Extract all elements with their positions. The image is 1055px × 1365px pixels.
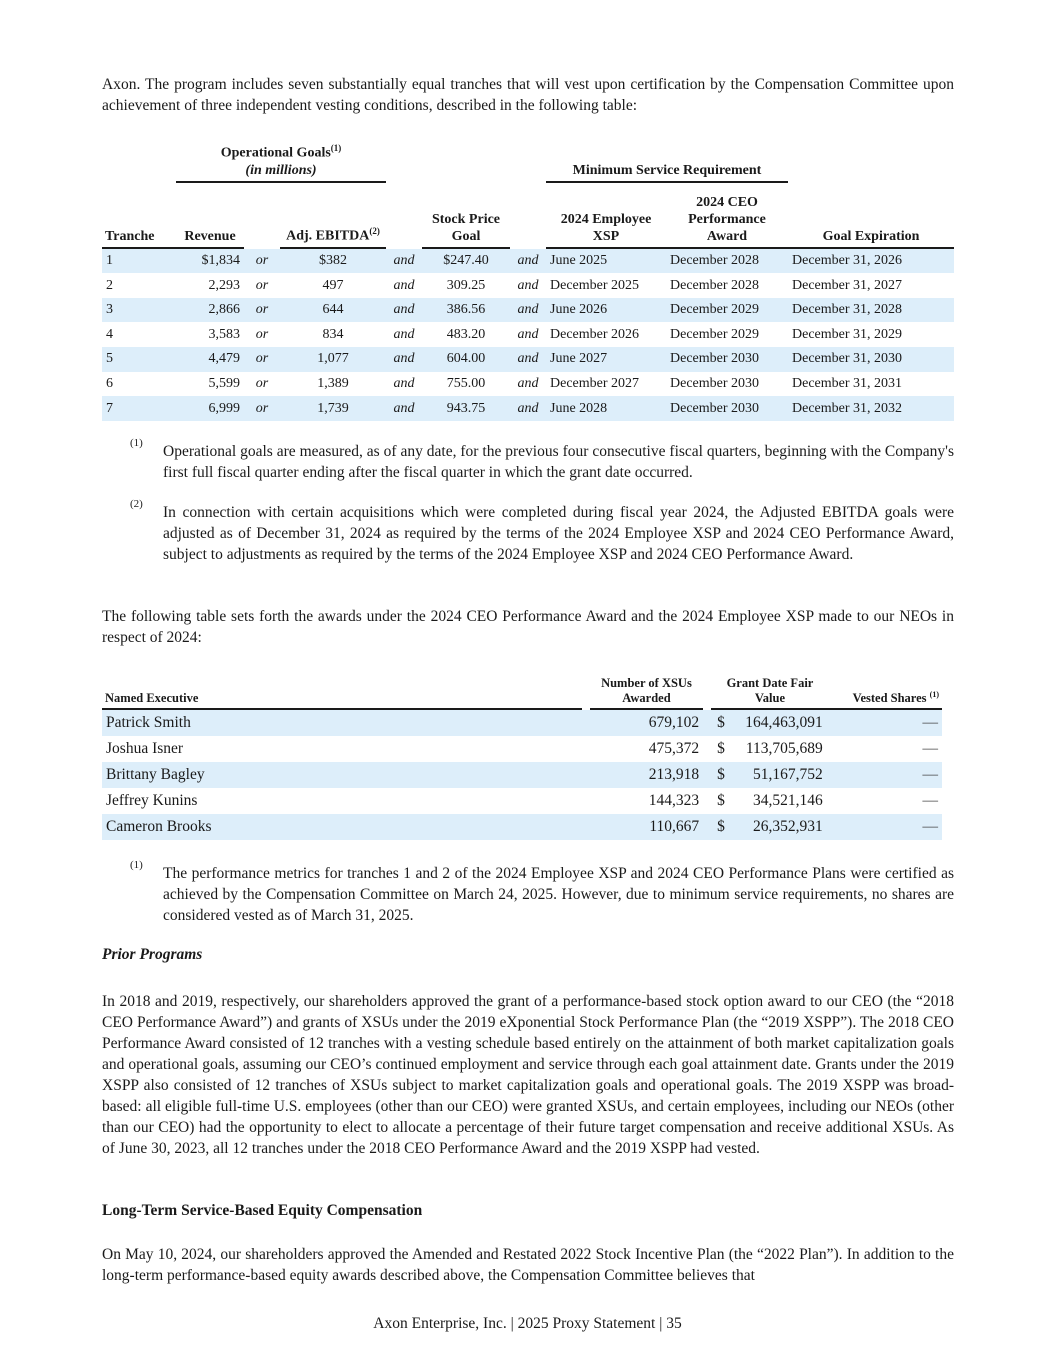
stock-price-cell: $247.40 (422, 249, 510, 274)
revenue-cell: 4,479 (176, 347, 244, 372)
ceo-award-header: 2024 CEO Performance Award (666, 183, 788, 249)
spacer-cell (582, 736, 590, 762)
awards-table (102, 672, 942, 840)
conjunction-cell: and (393, 277, 415, 293)
conjunction-cell: or (255, 277, 269, 293)
page-footer: Axon Enterprise, Inc. | 2025 Proxy Statement | 35 (373, 1315, 682, 1332)
intro-paragraph: Axon. The program includes seven substantially equal tranches that will vest upon certification by the Compensation Committee upon achievement of three independent vesting conditions, described in the following table: (102, 76, 954, 114)
conjunction-cell: and (393, 375, 415, 391)
revenue-cell: 2,293 (208, 277, 240, 293)
ceo-award-cell: December 2030 (666, 396, 788, 421)
ceo-award-cell: December 2029 (670, 326, 760, 342)
conjunction-cell: and (517, 277, 539, 293)
executive-name-cell: Joshua Isner (106, 740, 184, 757)
xsus-awarded-cell: 475,372 (648, 740, 700, 757)
stock-price-cell: 755.00 (446, 375, 486, 391)
xsus-awarded-header: Number of XSUs Awarded (590, 672, 703, 710)
conjunction-cell: or (244, 249, 280, 274)
fair-value-amount: 51,167,752 (753, 766, 823, 783)
tranche-row (102, 372, 954, 397)
award-row (102, 710, 942, 736)
xsus-awarded-cell: 213,918 (590, 762, 703, 788)
conjunction-cell: or (244, 396, 280, 421)
prior-programs-paragraph: In 2018 and 2019, respectively, our shareholders approved the grant of a performance-based stock option award to our CEO (the “2018 CEO Performance Award”) and grants of XSUs under the 2019 eXponential Stock Performance Plan (the “2019 XSPP”). The 2018 CEO Performance Award consisted of 12 tranches with a vesting schedule based entirely on the attainment of both market capitalization goals and operational goals, assuming our CEO’s continued employment and service through each goal attainment date. Grants under the 2019 XSPP also consisted of 12 tranches of XSUs subject to market capitalization goals and operational goals. The 2019 XSPP was broad-based: all eligible full-time U.S. employees (other than our CEO) were granted XSUs, and certain employees, including our NEOs (other than our CEO) had the opportunity to elect to allocate a percentage of their future target compensation and receive additional XSUs. As of June 30, 2023, all 12 tranches under the 2018 CEO Performance Award and the 2019 XSPP had vested. (102, 993, 954, 1157)
revenue-cell: 2,866 (176, 298, 244, 323)
stock-price-cell: 309.25 (446, 277, 486, 293)
xsus-awarded-cell: 110,667 (590, 814, 703, 840)
long-term-paragraph: On May 10, 2024, our shareholders approved the Amended and Restated 2022 Stock Incentive Plan (the “2022 Plan”). In addition to the long-term performance-based equity awards described above, the Compensation Committee believes that (102, 1246, 954, 1284)
fair-value-cell (711, 736, 829, 762)
conjunction-cell: or (255, 375, 269, 391)
ebitda-cell: 1,739 (280, 396, 386, 421)
tranche-cell: 1 (102, 249, 176, 274)
spacer-cell (582, 710, 590, 736)
vested-shares-header: Vested Shares $^{(1)}$ (829, 672, 942, 710)
revenue-cell: 5,599 (208, 375, 240, 391)
named-executive-header: Named Executive (102, 672, 582, 710)
stock-price-cell: 604.00 (422, 347, 510, 372)
grant-date-fair-value-header: Grant Date Fair Value (711, 672, 829, 710)
fair-value-cell (711, 814, 829, 840)
stock-price-cell: 386.56 (422, 298, 510, 323)
awards-table-body (102, 710, 942, 840)
fair-value-amount: 164,463,091 (745, 714, 823, 731)
ebitda-cell: 644 (280, 298, 386, 323)
award-row (102, 762, 942, 788)
tranche-cell: 5 (102, 347, 176, 372)
fair-value-cell (711, 762, 829, 788)
tranche-table-wrapper (102, 140, 954, 421)
fair-value-cell (711, 788, 829, 814)
tranche-cell: 7 (102, 396, 176, 421)
goal-expiration-cell: December 31, 2029 (792, 326, 903, 342)
footnote-ebitda (102, 498, 954, 565)
stock-price-goal-header: Stock Price Goal (422, 183, 510, 249)
spacer-cell (703, 710, 711, 736)
long-term-heading: Long-Term Service-Based Equity Compensation (102, 1202, 423, 1219)
ebitda-cell: 1,077 (280, 347, 386, 372)
ebitda-cell: $382 (280, 249, 386, 274)
tranche-cell: 2 (106, 277, 113, 293)
tranche-table (102, 140, 954, 421)
goal-expiration-cell: December 31, 2027 (792, 277, 903, 293)
ebitda-cell: 834 (322, 326, 344, 342)
tranche-row (102, 396, 954, 421)
conjunction-cell: and (510, 396, 546, 421)
conjunction-cell: or (244, 298, 280, 323)
ceo-award-cell: December 2028 (666, 249, 788, 274)
ceo-award-cell: December 2030 (670, 375, 760, 391)
conjunction-cell: and (510, 298, 546, 323)
awards-intro-paragraph: The following table sets forth the awards under the 2024 CEO Performance Award and the 2024 Employee XSP made to our NEOs in respect of 2024: (102, 608, 954, 646)
fair-value-amount: 113,705,689 (745, 740, 823, 757)
footnote-text: The performance metrics for tranches 1 and 2 of the 2024 Employee XSP and 2024 CEO Performance Plans were certified as achieved by the Compensation Committee on March 24, 2025. However, due to minimum service requirements, no shares are considered vested as of March 31, 2025. (163, 865, 954, 924)
goal-expiration-cell: December 31, 2032 (788, 396, 954, 421)
employee-xsp-cell: June 2026 (546, 298, 666, 323)
spacer-cell (582, 788, 590, 814)
tranche-header: Tranche (102, 183, 176, 249)
vested-shares-cell: — (922, 792, 938, 809)
employee-xsp-cell: December 2025 (550, 277, 640, 293)
xsus-awarded-cell: 144,323 (648, 792, 700, 809)
goal-expiration-header: Goal Expiration (788, 183, 954, 249)
executive-name-cell: Patrick Smith (102, 710, 582, 736)
goal-expiration-cell: December 31, 2028 (788, 298, 954, 323)
footnote-text: Operational goals are measured, as of any date, for the previous four consecutive fiscal quarters, beginning with the Company's first full fiscal quarter ending after the fiscal quarter in which the grant date occurred. (163, 443, 954, 481)
revenue-cell: $1,834 (176, 249, 244, 274)
currency-symbol: $ (717, 714, 725, 731)
employee-xsp-cell: June 2028 (546, 396, 666, 421)
spacer-cell (703, 814, 711, 840)
revenue-header: Revenue (176, 183, 244, 249)
conjunction-cell: and (386, 396, 422, 421)
employee-xsp-cell: December 2027 (550, 375, 640, 391)
award-row (102, 736, 942, 762)
conjunction-cell: and (510, 249, 546, 274)
tranche-row (102, 249, 954, 274)
ceo-award-cell: December 2030 (666, 347, 788, 372)
executive-name-cell: Cameron Brooks (102, 814, 582, 840)
employee-xsp-header: 2024 Employee XSP (546, 183, 666, 249)
spacer-cell (582, 814, 590, 840)
footnote-mark: (1) (130, 859, 143, 871)
goal-expiration-cell: December 31, 2030 (788, 347, 954, 372)
employee-xsp-cell: June 2027 (546, 347, 666, 372)
spacer-cell (703, 762, 711, 788)
prior-programs-heading: Prior Programs (102, 946, 203, 963)
spacer-cell (703, 736, 711, 762)
footnote-mark: (2) (130, 498, 143, 510)
footnote-mark: (1) (130, 437, 143, 449)
stock-price-cell: 943.75 (422, 396, 510, 421)
award-row (102, 788, 942, 814)
ceo-award-cell: December 2028 (670, 277, 760, 293)
spacer-cell (582, 762, 590, 788)
fair-value-amount: 34,521,146 (753, 792, 823, 809)
footnote-operational (102, 437, 954, 483)
conjunction-cell: and (386, 249, 422, 274)
award-row (102, 814, 942, 840)
ceo-award-cell: December 2029 (666, 298, 788, 323)
ebitda-cell: 497 (322, 277, 344, 293)
conjunction-cell: and (386, 298, 422, 323)
tranche-cell: 4 (106, 326, 113, 342)
conjunction-cell: and (517, 375, 539, 391)
xsus-awarded-cell: 679,102 (590, 710, 703, 736)
conjunction-cell: and (386, 347, 422, 372)
footnote-vested (102, 859, 954, 926)
goal-expiration-cell: December 31, 2026 (788, 249, 954, 274)
conjunction-cell: or (255, 326, 269, 342)
conjunction-cell: and (510, 347, 546, 372)
currency-symbol: $ (717, 740, 725, 757)
employee-xsp-cell: June 2025 (546, 249, 666, 274)
spacer-cell (703, 788, 711, 814)
goal-expiration-cell: December 31, 2031 (792, 375, 903, 391)
executive-name-cell: Jeffrey Kunins (106, 792, 198, 809)
currency-symbol: $ (717, 792, 725, 809)
tranche-row (102, 322, 954, 347)
tranche-cell: 6 (106, 375, 113, 391)
adj-ebitda-header: Adj. EBITDA$^{(2)}$ (280, 183, 386, 249)
tranche-row (102, 347, 954, 372)
vested-shares-cell: — (922, 740, 938, 757)
revenue-cell: 3,583 (208, 326, 240, 342)
conjunction-cell: or (244, 347, 280, 372)
stock-price-cell: 483.20 (446, 326, 486, 342)
conjunction-cell: and (517, 326, 539, 342)
ebitda-cell: 1,389 (317, 375, 349, 391)
executive-name-cell: Brittany Bagley (102, 762, 582, 788)
tranche-row (102, 273, 954, 298)
tranche-cell: 3 (102, 298, 176, 323)
tranche-table-body (102, 249, 954, 421)
fair-value-cell (711, 710, 829, 736)
vested-shares-cell: — (829, 814, 942, 840)
footnote-text: In connection with certain acquisitions which were completed during fiscal year 2024, the Adjusted EBITDA goals were adjusted as of December 31, 2024 as required by the terms of the 2024 Employee XSP and 2024 CEO Performance Award, subject to adjustments as required by the terms of the 2024 Employee XSP and 2024 CEO Performance Award. (163, 504, 954, 563)
vested-shares-cell: — (829, 762, 942, 788)
tranche-row (102, 298, 954, 323)
employee-xsp-cell: December 2026 (550, 326, 640, 342)
min-service-group-header: Minimum Service Requirement (546, 140, 788, 183)
conjunction-cell: and (393, 326, 415, 342)
revenue-cell: 6,999 (176, 396, 244, 421)
in-millions-label: (in millions) (245, 162, 317, 178)
operational-goals-group-header: Operational Goals$^{(1)}$ (in millions) (176, 140, 386, 183)
currency-symbol: $ (717, 818, 725, 835)
awards-table-wrapper (102, 672, 942, 840)
currency-symbol: $ (717, 766, 725, 783)
vested-shares-cell: — (829, 710, 942, 736)
fair-value-amount: 26,352,931 (753, 818, 823, 835)
